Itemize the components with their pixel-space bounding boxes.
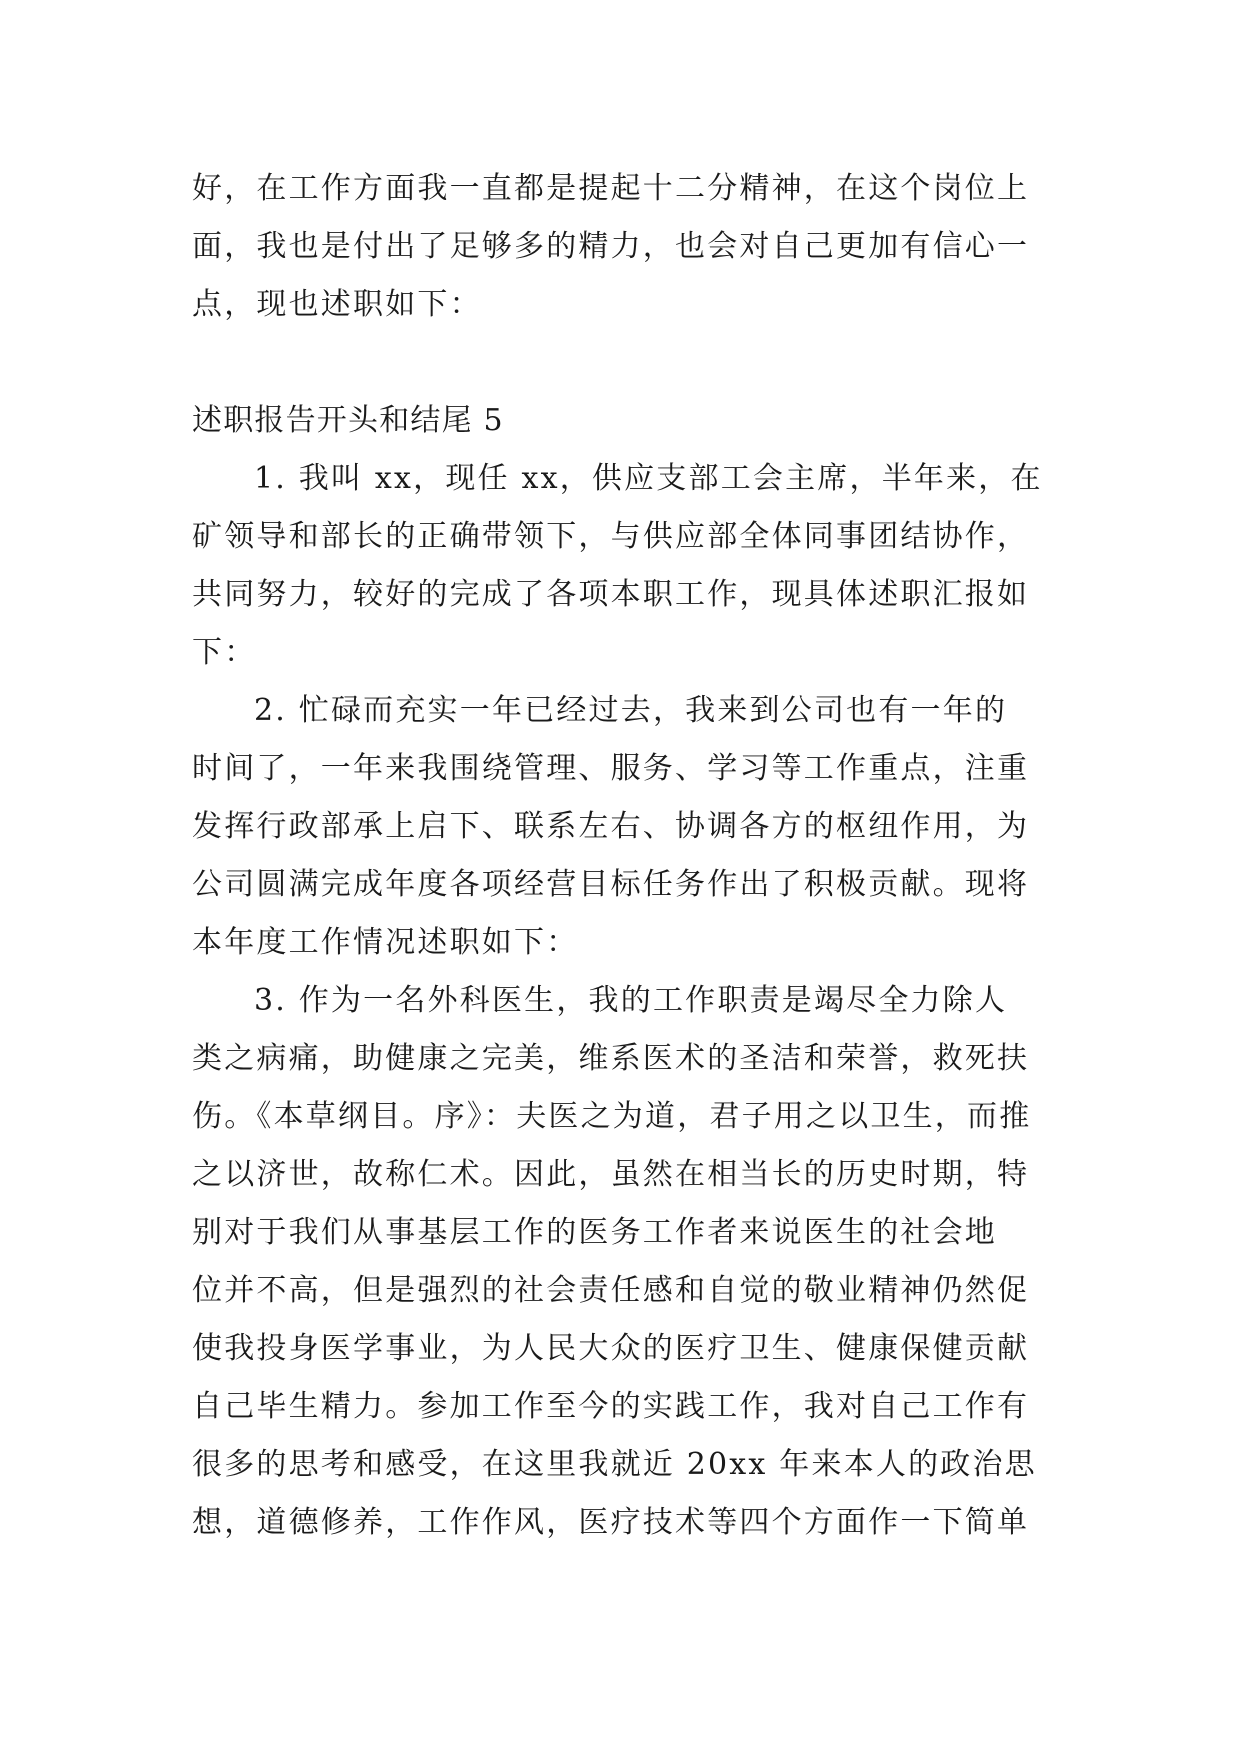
item-3-paragraph	[192, 972, 1072, 1552]
item-3-line: 自己毕生精力。参加工作至今的实践工作，我对自己工作有	[192, 1389, 1030, 1424]
item-1-paragraph	[192, 450, 1072, 682]
intro-line: 好，在工作方面我一直都是提起十二分精神，在这个岗位上	[192, 171, 1030, 206]
item-1-line: 共同努力，较好的完成了各项本职工作，现具体述职汇报如	[192, 577, 1030, 612]
item-1-line: 下：	[192, 635, 257, 670]
item-3-line: 想，道德修养，工作作风，医疗技术等四个方面作一下简单	[192, 1505, 1030, 1540]
item-2-line: 2. 忙碌而充实一年已经过去，我来到公司也有一年的	[254, 693, 1008, 728]
intro-line: 点，现也述职如下：	[192, 287, 482, 322]
item-2-paragraph	[192, 682, 1072, 972]
item-3-line: 3. 作为一名外科医生，我的工作职责是竭尽全力除人	[254, 983, 1008, 1018]
item-3-line: 使我投身医学事业，为人民大众的医疗卫生、健康保健贡献	[192, 1331, 1030, 1366]
item-3-line: 之以济世，故称仁术。因此，虽然在相当长的历史时期，特	[192, 1157, 1030, 1192]
intro-line: 面，我也是付出了足够多的精力，也会对自己更加有信心一	[192, 229, 1030, 264]
intro-paragraph	[192, 160, 1072, 334]
item-2-line: 发挥行政部承上启下、联系左右、协调各方的枢纽作用，为	[192, 809, 1030, 844]
document-body	[192, 160, 1072, 1552]
item-2-line: 时间了，一年来我围绕管理、服务、学习等工作重点，注重	[192, 751, 1030, 786]
item-3-line: 位并不高，但是强烈的社会责任感和自觉的敬业精神仍然促	[192, 1273, 1030, 1308]
item-3-line: 很多的思考和感受，在这里我就近 20xx 年来本人的政治思	[192, 1447, 1037, 1482]
section-heading: 述职报告开头和结尾 5	[192, 403, 504, 438]
item-2-line: 本年度工作情况述职如下：	[192, 925, 579, 960]
item-3-line: 别对于我们从事基层工作的医务工作者来说医生的社会地	[192, 1215, 997, 1250]
item-1-line: 矿领导和部长的正确带领下，与供应部全体同事团结协作，	[192, 519, 1030, 554]
paragraph-gap	[192, 334, 1072, 392]
item-2-line: 公司圆满完成年度各项经营目标任务作出了积极贡献。现将	[192, 867, 1030, 902]
item-3-line: 类之病痛，助健康之完美，维系医术的圣洁和荣誉，救死扶	[192, 1041, 1030, 1076]
item-3-line: 伤。《本草纲目。序》：夫医之为道，君子用之以卫生，而推	[192, 1099, 1032, 1134]
item-1-line: 1. 我叫 xx，现任 xx，供应支部工会主席，半年来，在	[254, 461, 1043, 496]
